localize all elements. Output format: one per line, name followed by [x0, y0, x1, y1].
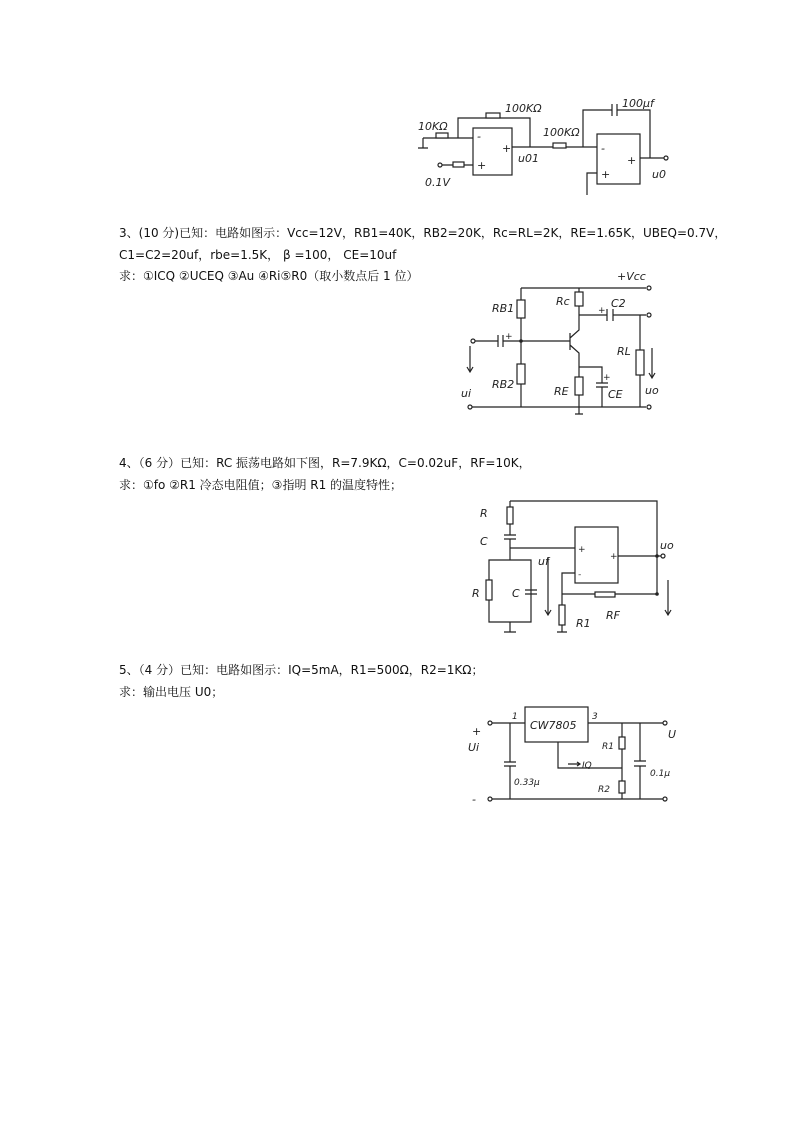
q5-line2: 求：输出电压 U0；	[119, 685, 224, 699]
label-iq: IQ	[582, 761, 592, 771]
q3-line2: C1=C2=20uf，rbe=1.5K， β =100， CE=10uf	[119, 248, 397, 262]
label-pin1: 1	[512, 712, 518, 722]
label-c2: C2	[611, 297, 626, 310]
label-100k-feedback: 100KΩ	[505, 102, 542, 115]
plus-sign: +	[472, 725, 482, 738]
label-c-top: C	[480, 535, 488, 548]
label-r-top: R	[480, 507, 488, 520]
circuit-rc-oscillator	[472, 501, 674, 632]
label-c-out: 0.1μ	[650, 769, 671, 779]
plus-sign: +	[477, 159, 487, 172]
label-r-bottom: R	[472, 587, 480, 600]
plus-sign: +	[627, 154, 637, 167]
label-uo: u0	[652, 168, 666, 181]
circuit-opamp-integrator	[418, 97, 668, 195]
label-rc: Rc	[556, 295, 570, 308]
label-uf: uf	[538, 555, 549, 568]
label-0.1v: 0.1V	[425, 176, 451, 189]
label-ce: CE	[608, 388, 623, 401]
label-uo: uo	[660, 539, 674, 552]
q4-line1: 4、（6 分）已知：RC 振荡电路如下图，R=7.9KΩ，C=0.02uF，RF=10K，	[119, 456, 531, 470]
label-ui: Ui	[468, 741, 480, 754]
minus-sign: -	[578, 570, 582, 580]
plus-sign: +	[505, 332, 513, 342]
label-rb2: RB2	[492, 378, 515, 391]
minus-sign: -	[601, 142, 605, 155]
label-r2: R2	[598, 785, 610, 795]
label-pin3: 3	[592, 712, 598, 722]
circuit-voltage-regulator	[468, 707, 676, 806]
plus-sign: +	[603, 373, 611, 383]
q4-line2: 求：①fo ②R1 冷态电阻值；③指明 R1 的温度特性；	[119, 478, 403, 492]
label-r1: R1	[602, 742, 614, 752]
label-10k: 10KΩ	[418, 120, 448, 133]
label-uo1: u01	[518, 152, 539, 165]
label-uo: U	[668, 728, 677, 741]
plus-sign: +	[598, 306, 606, 316]
label-uo: uo	[645, 384, 659, 397]
minus-sign: -	[472, 793, 476, 806]
label-vcc: +Vcc	[617, 270, 646, 283]
label-re: RE	[554, 385, 569, 398]
label-100k: 100KΩ	[543, 126, 580, 139]
label-c-bottom: C	[512, 587, 520, 600]
q3-line3: 求：①ICQ ②UCEQ ③Au ④Ri⑤R0（取小数点后 1 位）	[119, 269, 419, 283]
label-rb1: RB1	[492, 302, 515, 315]
minus-sign: -	[477, 130, 481, 143]
label-rf: RF	[606, 609, 620, 622]
label-rl: RL	[617, 345, 631, 358]
label-c-in: 0.33μ	[514, 778, 540, 788]
q5-line1: 5、（4 分）已知：电路如图示：IQ=5mA，R1=500Ω，R2=1KΩ；	[119, 663, 484, 677]
label-r1: R1	[576, 617, 591, 630]
plus-sign: +	[601, 168, 611, 181]
plus-sign: +	[610, 552, 618, 562]
label-ui: ui	[461, 387, 472, 400]
q3-line1: 3、(10 分)已知：电路如图示：Vcc=12V，RB1=40K，RB2=20K，Rc=RL=2K，RE=1.65K，UBEQ=0.7V，	[119, 226, 727, 240]
plus-sign: +	[578, 545, 586, 555]
circuit-common-emitter	[461, 270, 659, 414]
label-chip: CW7805	[530, 719, 577, 732]
label-100uf: 100μf	[622, 97, 654, 110]
plus-sign: +	[502, 142, 512, 155]
